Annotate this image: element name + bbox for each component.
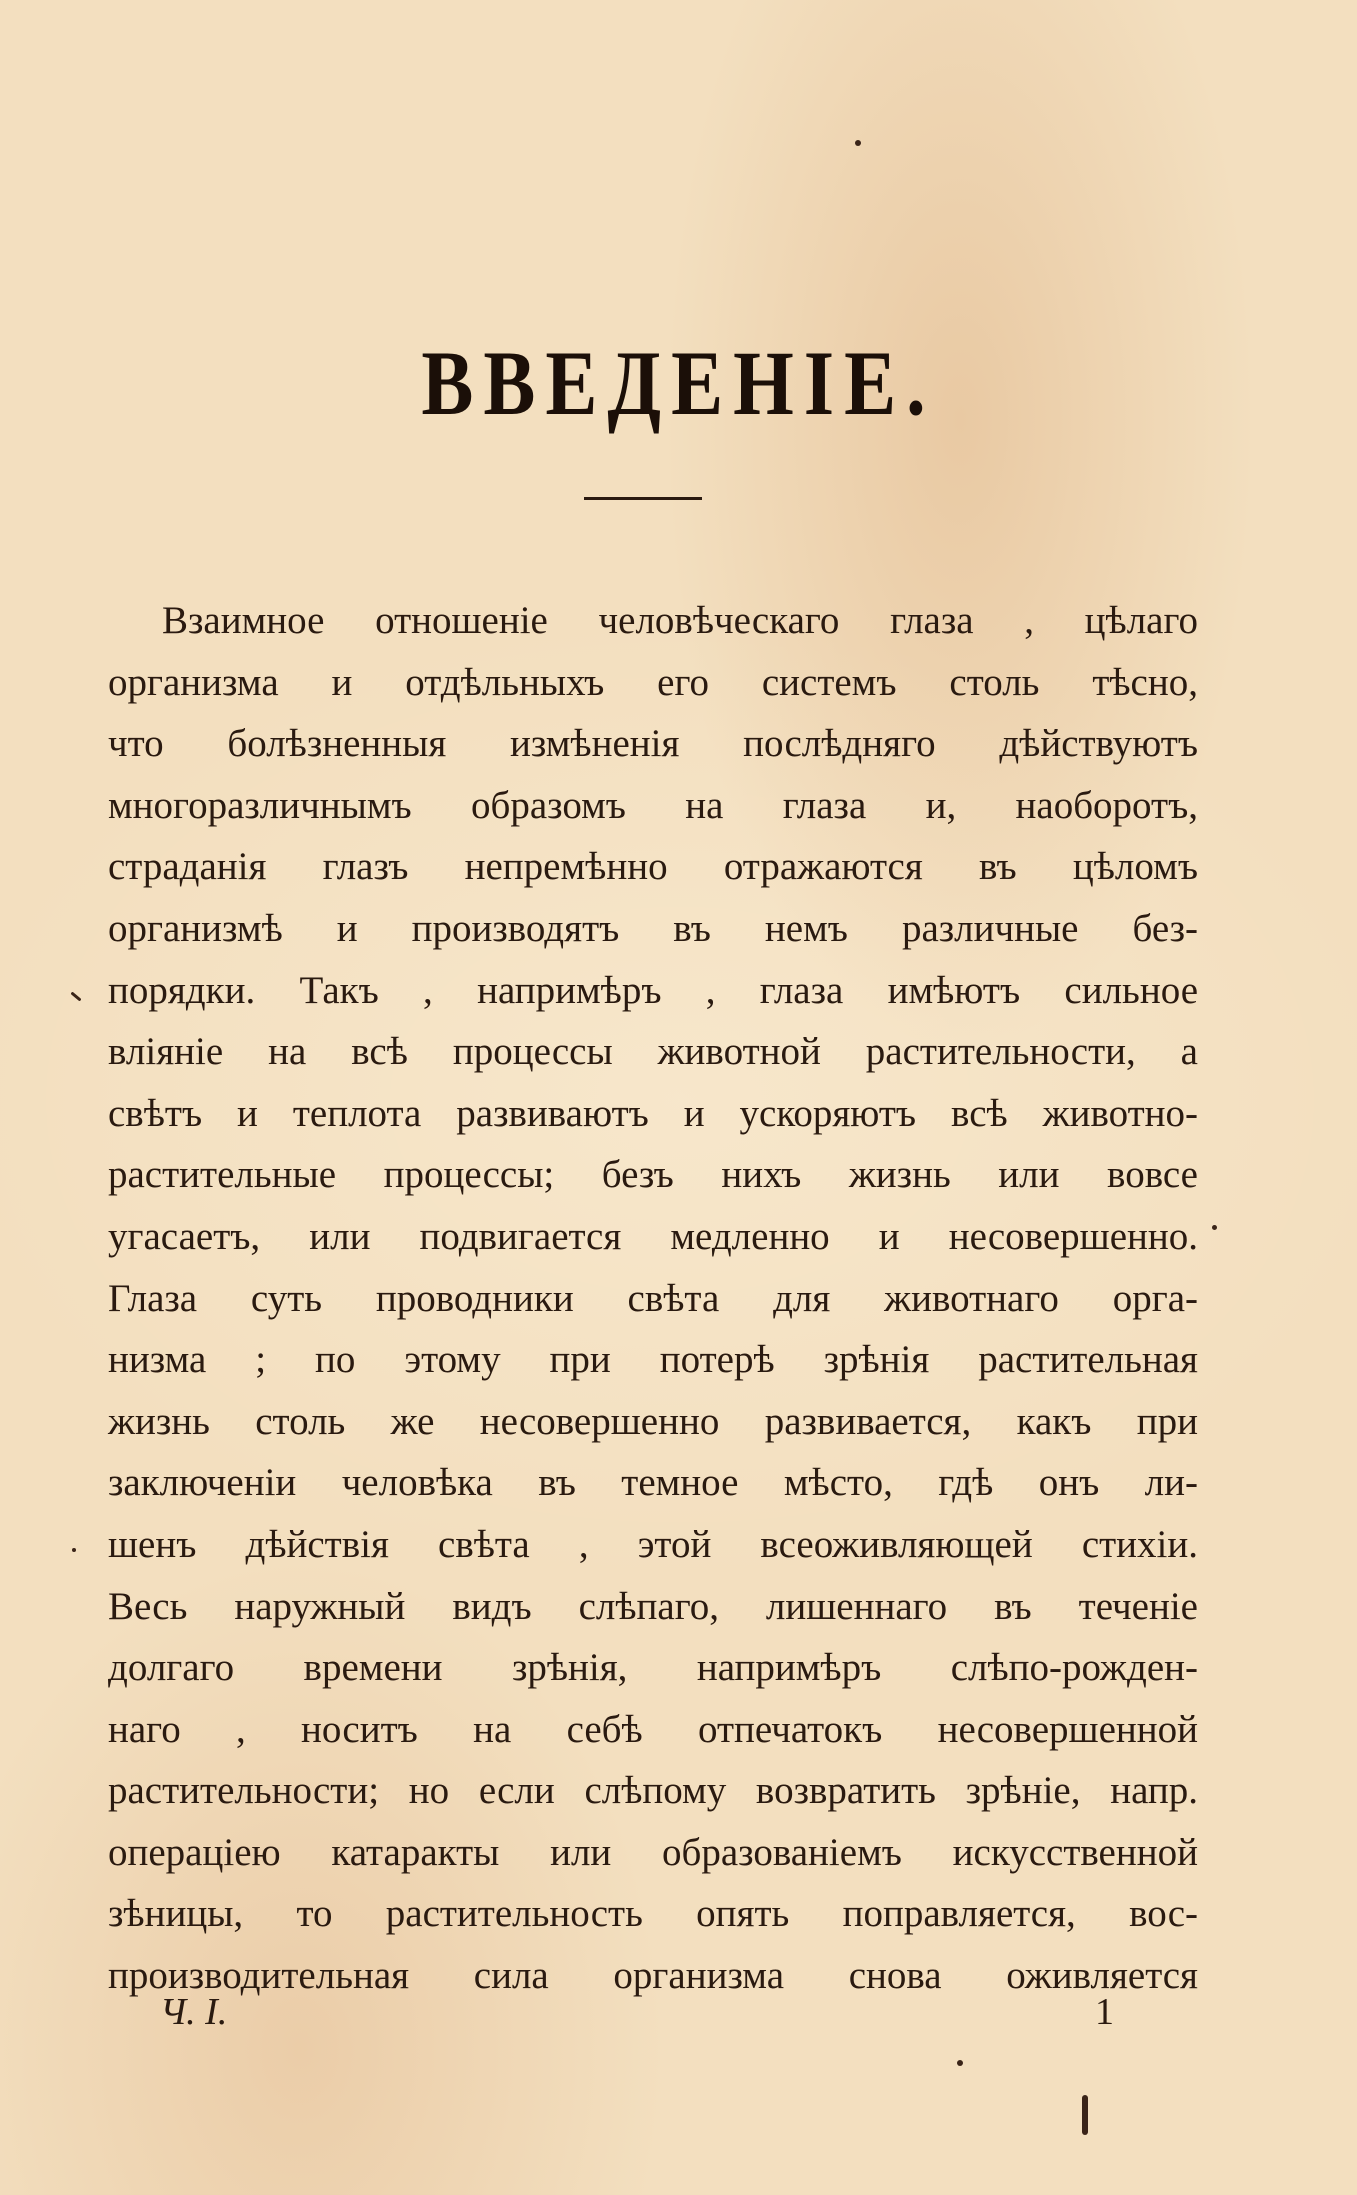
text-line: наго , носитъ на себѣ отпечатокъ несовершенной [108, 1707, 1198, 1751]
body-text [108, 590, 1198, 2007]
text-line: шенъ дѣйствія свѣта , этой всеоживляющей стихіи. [108, 1522, 1198, 1566]
ink-speck [855, 140, 861, 146]
text-line: что болѣзненныя измѣненія послѣдняго дѣйствуютъ [108, 722, 1198, 766]
text-line: долгаго времени зрѣнія, напримѣръ слѣпо-рожден- [108, 1646, 1198, 1690]
text-line: страданія глазъ непремѣнно отражаются въ цѣломъ [108, 845, 1198, 889]
text-line: растительности; но если слѣпому возвратить зрѣніе, напр. [108, 1769, 1198, 1813]
text-line: зѣницы, то растительность опять поправляется, вос- [108, 1892, 1198, 1936]
text-line: организмѣ и производятъ въ немъ различные без- [108, 906, 1198, 950]
signature-mark: Ч. I. [160, 1991, 228, 2033]
text-line: жизнь столь же несовершенно развивается, какъ при [108, 1399, 1198, 1443]
text-line: организма и отдѣльныхъ его системъ столь тѣсно, [108, 660, 1198, 704]
text-line: операціею катаракты или образованіемъ искусственной [108, 1830, 1198, 1874]
title-rule [584, 497, 702, 500]
page-footer [0, 1990, 1357, 2050]
text-line: многоразличнымъ образомъ на глаза и, наоборотъ, [108, 783, 1198, 827]
text-line: заключеніи человѣка въ темное мѣсто, гдѣ онъ ли- [108, 1461, 1198, 1505]
text-line: угасаетъ, или подвигается медленно и несовершенно. [108, 1214, 1198, 1258]
text-line: растительные процессы; безъ нихъ жизнь или вовсе [108, 1153, 1198, 1197]
text-line: низма ; по этому при потерѣ зрѣнія растительная [108, 1338, 1198, 1382]
text-line: Взаимное отношеніе человѣческаго глаза , цѣлаго [162, 599, 1198, 642]
text-line: порядки. Такъ , напримѣръ , глаза имѣютъ сильное [108, 968, 1198, 1012]
text-line: производительная сила организма снова оживляется [108, 1954, 1198, 1998]
ink-speck [72, 1548, 76, 1552]
page-number: 1 [1095, 1991, 1114, 2033]
text-line: Глаза суть проводники свѣта для животнаго орга- [108, 1276, 1198, 1320]
text-line: свѣтъ и теплота развиваютъ и ускоряютъ всѣ животно- [108, 1091, 1198, 1135]
text-line: Весь наружный видъ слѣпаго, лишеннаго въ теченіе [108, 1584, 1198, 1628]
ink-speck [957, 2060, 963, 2066]
ink-speck [1082, 2095, 1088, 2135]
ink-speck [70, 991, 81, 1001]
text-line: вліяніе на всѣ процессы животной растительности, а [108, 1030, 1198, 1074]
page-title: ВВЕДЕНІЕ. [421, 331, 936, 434]
ink-speck [1212, 1225, 1217, 1230]
